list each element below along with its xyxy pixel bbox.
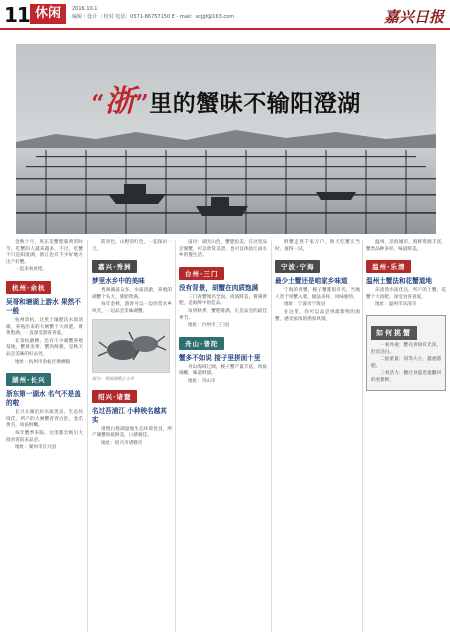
column-divider — [271, 240, 272, 632]
contact-line: 编辑｜设计 ｜校对 电话：0571-86757150 E - mail：scjgf@163.com — [72, 14, 235, 20]
section-headline: 浙东第一湖水 名气不是盖的啦 — [6, 390, 81, 408]
sea-landscape-illustration — [16, 44, 436, 234]
section-headline: 没有背景，胡蟹在肉质饱满 — [179, 283, 259, 292]
paragraph: 一起来看看吧。 — [15, 267, 48, 273]
paragraph: 三看活力：翻过身能迅速翻回的更新鲜。 — [371, 371, 441, 383]
paragraph: 地址：舟山市 — [188, 378, 216, 384]
date-line: 2016.10.1 — [72, 6, 98, 12]
section-text — [179, 240, 267, 260]
paragraph: 诸暨白塔湖湿地生态环境优良，所产湖蟹肉质鲜美，口感极佳。 — [92, 426, 172, 439]
section-text — [275, 240, 360, 253]
article-column-1 — [6, 240, 83, 453]
paragraph: 每年蟹季来临，这里都会吸引大批食客前来品尝。 — [6, 430, 83, 443]
paragraph: 金秋十月，风正是蟹肥菊黄的时节。吃蟹的人越来越多，不过，吃蟹不只是阳澄湖，浙江也有不少好地方出产好蟹。 — [6, 240, 83, 265]
section-text — [92, 240, 172, 253]
region-chip: 杭州·余杭 — [6, 281, 51, 294]
paragraph: 舟山海域辽阔，梭子蟹产量丰富，肉质细嫩，味道鲜甜。 — [179, 364, 267, 377]
paragraph: 在余杭塘栖，还有不少湖蟹养殖基地，蟹黄金黄、蟹肉鲜甜，是秋天品尝美味的好去处。 — [6, 338, 83, 357]
section-text — [366, 240, 446, 253]
region-chip: 宁波·宁海 — [275, 260, 320, 273]
paragraph: 长兴太湖沿岸水质优良，生态环境佳，所产的大闸蟹青背白肚，金爪黄毛，肉质鲜嫩。 — [6, 410, 83, 429]
article-column-4 — [275, 240, 360, 324]
article-column-5 — [366, 240, 446, 391]
paragraph: 南浔：湖光山色，蟹肥鱼美。在这里品尝湖蟹，可以欣赏美景，也可以体验江南水乡的慢生活。 — [179, 240, 267, 259]
paragraph: 地址：温州市乐清市 — [375, 302, 417, 308]
masthead — [0, 0, 450, 30]
photo-caption: 图为：秀洲湖蟹正当季 — [92, 375, 134, 381]
intro-text — [6, 240, 83, 274]
hero-photo — [16, 44, 436, 234]
paragraph: 地址：绍兴市诸暨市 — [101, 440, 143, 446]
crab-icon — [93, 320, 170, 373]
how-to-pick-text — [371, 343, 441, 385]
section-text — [6, 318, 83, 366]
paragraph: 地址：杭州市余杭区塘栖镇 — [15, 359, 71, 365]
section-text — [92, 288, 172, 315]
column-divider — [87, 240, 88, 632]
section-text — [179, 365, 267, 386]
column-divider — [362, 240, 363, 632]
paragraph: 每到秋季，蟹肥膏满，正是品尝的最佳季节。 — [179, 308, 267, 321]
section-text — [92, 427, 172, 448]
how-to-pick-box — [366, 315, 446, 391]
paragraph: 三门青蟹闻名全国，肉质鲜美，膏满黄肥，是海鲜中的佳品。 — [179, 294, 267, 307]
section-label: 休闲 — [30, 4, 66, 24]
paragraph: 杭州余杭，这里土壤肥沃水质清澈，养殖出来的大闸蟹个大肉肥，膏黄饱满，一直深受游客喜爱。 — [6, 317, 83, 337]
headline-close-quote: ” — [135, 90, 150, 117]
region-chip: 绍兴·诸暨 — [92, 390, 137, 403]
hero-headline — [16, 76, 436, 120]
paragraph: 秀洲湖荡众多，水质清澈，养殖的湖蟹个头大、膏肥黄满。 — [92, 288, 172, 300]
section-text — [366, 288, 446, 309]
page-number: 11 — [4, 3, 30, 27]
region-chip: 台州·三门 — [179, 267, 224, 280]
section-headline: 名过吾浦江 小种秧名越其实 — [92, 406, 167, 424]
paragraph: 一看外观：蟹壳青绿有光泽，肚皮洁白。 — [371, 342, 441, 355]
region-chip: 舟山·普陀 — [179, 337, 224, 350]
paragraph: 二掂重量：同等大小，越重越肥。 — [371, 357, 441, 369]
headline-open-quote: “ — [91, 90, 105, 117]
section-text — [6, 410, 83, 452]
paragraph: 地址：台州市三门县 — [188, 323, 230, 329]
headline-emphasis: 浙 — [105, 84, 136, 119]
paragraph: 在这里，你可以品尝到最新鲜的海蟹，感受浓浓的渔家风情。 — [275, 309, 360, 322]
column-divider — [175, 240, 176, 632]
crab-photo — [92, 319, 170, 373]
region-chip: 嘉兴·秀洲 — [92, 260, 137, 273]
paragraph: 宁海的青蟹、梭子蟹都很有名，当地人善于用蟹入菜，做法多样，风味独特。 — [275, 288, 360, 300]
section-headline: 温州土蟹法和花蟹道地 — [366, 277, 432, 286]
headline-rest: 里的蟹味不输阳澄湖 — [149, 90, 361, 117]
paragraph: 地址：宁波市宁海县 — [284, 302, 326, 308]
paragraph: 乐清湾水质优良，所产的土蟹、花蟹个大肉肥，深受食客喜爱。 — [366, 288, 446, 300]
section-text — [179, 295, 267, 330]
section-headline: 蟹多不如说 接子里拼面十里 — [179, 353, 261, 362]
paragraph: 防青色，山野的红色，一起探访一天。 — [92, 240, 172, 252]
region-chip: 湖州·长兴 — [6, 373, 51, 386]
paragraph: 每年金秋，游客可以一边欣赏水乡风光，一边品尝美味湖蟹。 — [92, 302, 172, 314]
newspaper-brand: 嘉兴日报 — [383, 8, 444, 26]
section-text — [275, 288, 360, 323]
article-column-3 — [179, 240, 267, 387]
article-column-2 — [92, 240, 172, 448]
section-headline: 梦里水乡中的美味 — [92, 277, 145, 286]
region-chip: 温州·乐清 — [366, 260, 411, 273]
paragraph: 鲜蟹走进千家万户，秋天吃蟹正当时，值得一试。 — [275, 240, 360, 252]
paragraph: 温州，沿海城市，海鲜资源丰富，蟹类品种多样，味道鲜美。 — [366, 240, 446, 252]
section-headline: 吴哥和塘湖上游水 果然不一般 — [6, 297, 81, 315]
how-to-pick-title: 如何挑蟹 — [371, 326, 417, 340]
paragraph: 地址：湖州市长兴县 — [15, 445, 57, 451]
section-headline: 最少土蟹还是咱家乡味道 — [275, 277, 348, 286]
